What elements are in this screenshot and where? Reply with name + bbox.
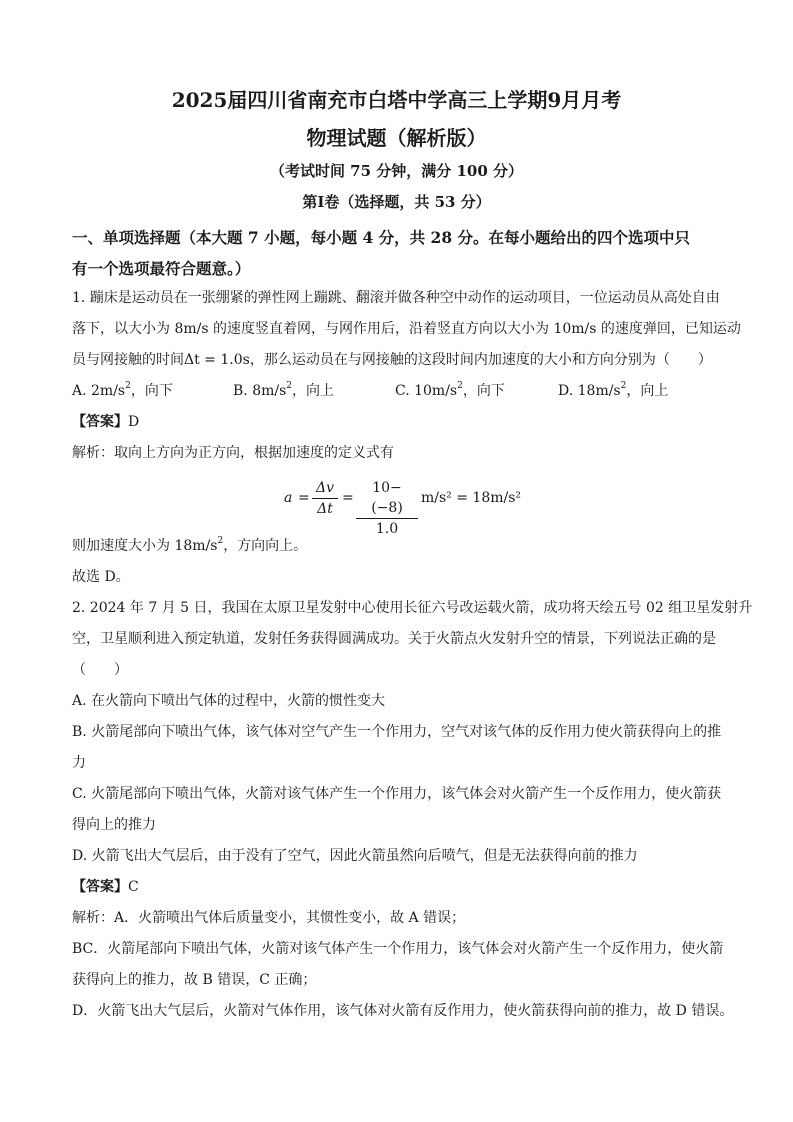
formula-frac-dv-dt: $\frac{\Delta v}{\Delta t}$	[312, 478, 338, 519]
q1-choose: 故选 D。	[72, 569, 130, 585]
q1-line2: 落下，以大小为 8m/s 的速度竖直着网，与网作用后，沿着竖直方向以大小为 10m/s 的速度弹回，已知运动	[72, 321, 741, 337]
q1-line1: 1. 蹦床是运动员在一张绷紧的弹性网上蹦跳、翻滚并做各种空中动作的运动项目，一位运动员从高处自由	[72, 290, 720, 306]
q2-option-a: A. 在火箭向下喷出气体的过程中，火箭的惯性变大	[72, 693, 386, 709]
q1-option-a: A. $2m/s^2$，向下	[72, 381, 173, 399]
section-heading-line1: 一、单项选择题（本大题 7 小题，每小题 4 分，共 28 分。在每小题给出的四个选项中只	[72, 228, 691, 247]
q2-line3: （ ）	[72, 662, 128, 678]
q1-options	[72, 376, 732, 407]
section-heading-line2: 有一个选项最符合题意。）	[72, 259, 251, 278]
q2-analysis-line4: D．火箭飞出大气层后，火箭对气体作用，该气体对火箭有反作用力，使火箭获得向前的推力，故 D 错误。	[72, 1003, 734, 1019]
q2-option-b-line2: 力	[72, 755, 86, 771]
q2-line2: 空，卫星顺利进入预定轨道，发射任务获得圆满成功。关于火箭点火发射升空的情景，下列说法正确的是	[72, 631, 716, 647]
q1-option-c: C. $10m/s^2$，向下	[395, 381, 505, 399]
q2-analysis-line1: 解析：A．火箭喷出气体后质量变小，其惯性变小，故 A 错误；	[72, 910, 466, 926]
q2-option-d: D. 火箭飞出大气层后，由于没有了空气，因此火箭虽然向后喷气，但是无法获得向前的推力	[72, 848, 638, 864]
q2-option-b-line1: B. 火箭尾部向下喷出气体，该气体对空气产生一个作用力，空气对该气体的反作用力使火箭获得向上的推	[72, 724, 722, 740]
page-subtitle: 物理试题（解析版）	[306, 126, 487, 150]
q1-conclusion: 则加速度大小为 $18m/s^2$，方向向上。	[72, 536, 308, 554]
section-heading	[72, 222, 732, 284]
q1-answer: 【答案】D	[72, 414, 140, 430]
formula-frac-values: $\frac{10-(-8)}{1.0}$	[356, 478, 418, 539]
page-title: 2025届四川省南充市白塔中学高三上学期9月月考	[171, 88, 622, 112]
formula-eq1: =	[298, 490, 310, 506]
q2-option-c-line2: 得向上的推力	[72, 817, 156, 833]
formula-a: a	[284, 490, 293, 506]
q2-line1: 2. 2024 年 7 月 5 日，我国在太原卫星发射中心使用长征六号改运载火箭，成功将天绘五号 02 组卫星发射升	[72, 600, 753, 616]
volume-heading: 第Ⅰ卷（选择题，共 53 分）	[302, 193, 491, 211]
q1-option-b: B. $8m/s^2$，向上	[233, 381, 335, 399]
q1-line3: 员与网接触的时间Δt = 1.0s，那么运动员在与网接触的这段时间内加速度的大小和方向分别为（ ）	[72, 352, 712, 368]
formula-eq2: =	[342, 490, 354, 506]
q2-answer: 【答案】C	[72, 879, 139, 895]
exam-time-note: （考试时间 75 分钟，满分 100 分）	[269, 162, 524, 180]
q2-analysis-line2: BC．火箭尾部向下喷出气体，火箭对该气体产生一个作用力，该气体会对火箭产生一个反作用力，使火箭	[72, 941, 724, 957]
q1-option-d: D. $18m/s^2$，向上	[558, 381, 669, 399]
acceleration-formula	[284, 476, 524, 537]
q2-option-c-line1: C. 火箭尾部向下喷出气体，火箭对该气体产生一个作用力，该气体会对火箭产生一个反作用力，使火箭获	[72, 786, 722, 802]
q2-analysis-line3: 获得向上的推力，故 B 错误，C 正确；	[72, 972, 317, 988]
q1-analysis: 解析：取向上方向为正方向，根据加速度的定义式有	[72, 445, 394, 461]
formula-result: m/s² = 18m/s²	[421, 490, 522, 506]
